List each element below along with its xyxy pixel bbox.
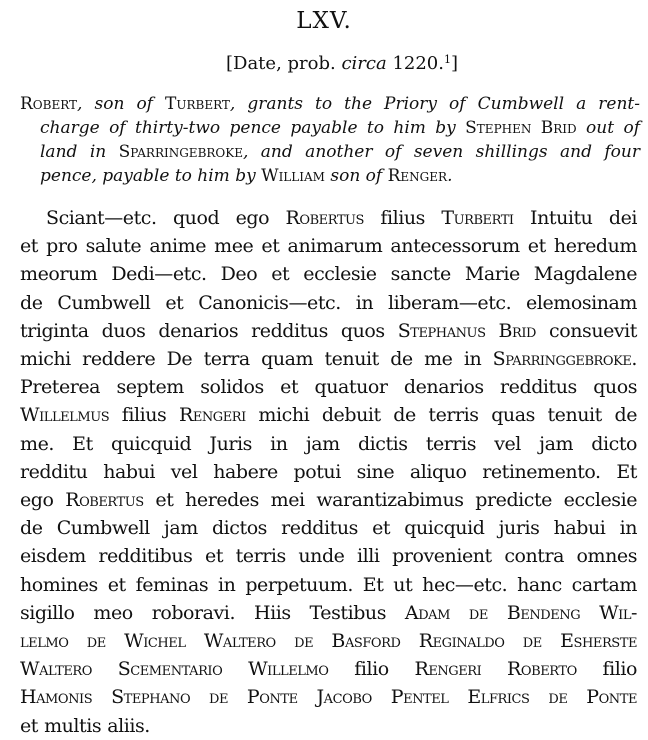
text-segment: filio	[576, 658, 638, 681]
charter-text-line	[20, 514, 637, 542]
text-segment: filius	[109, 404, 179, 427]
text-segment: consuevit	[536, 319, 637, 342]
charter-text-line	[20, 655, 637, 683]
text-segment: eisdem redditibus et terris unde illi provenient contra omnes	[20, 545, 637, 568]
proper-name-text: Adam de Bendeng Wil-	[404, 601, 637, 624]
text-segment: michi reddere De terra quam tenuit de me in	[20, 348, 493, 371]
text-segment: ego	[20, 489, 66, 512]
text-segment: charge of thirty-two pence payable to him by	[40, 118, 466, 138]
charter-text-line	[20, 599, 637, 627]
proper-name-text: Robertus	[285, 207, 364, 229]
summary-line	[20, 164, 640, 188]
text-segment: et pro salute anime mee et animarum antecessorum et heredum	[20, 235, 637, 258]
text-segment: triginta duos denarios redditus quos	[20, 319, 398, 342]
charter-text-line	[20, 345, 637, 373]
proper-name-text: Hamonis Stephano de Ponte Jacobo Pentel Elfrics de Ponte	[20, 686, 637, 709]
charter-text-line	[20, 373, 637, 401]
charter-text-line	[20, 289, 637, 317]
date-prefix: [Date, prob.	[226, 53, 342, 74]
text-segment: Sciant—etc. quod ego	[46, 207, 286, 229]
text-segment: Preterea septem solidos et quatuor denarios redditus quos	[20, 376, 637, 399]
charter-text-line	[20, 627, 637, 655]
charter-text-line	[20, 683, 637, 711]
text-segment: filius	[364, 207, 442, 229]
charter-text-line	[20, 542, 637, 570]
proper-name-text: Robert	[20, 94, 78, 114]
date-suffix: ]	[450, 53, 459, 74]
text-segment: .	[447, 166, 453, 186]
text-segment: , grants to the Priory of Cumbwell a rent-	[229, 94, 640, 114]
footnote-mark: 1	[443, 53, 451, 66]
date-circa: circa	[341, 53, 387, 74]
proper-name-text: Rengeri	[178, 404, 246, 427]
text-segment: michi debuit de terris quas tenuit de	[245, 404, 637, 427]
proper-name-text: Waltero Scementario Willelmo	[20, 658, 329, 681]
charter-text-line	[20, 317, 637, 345]
proper-name-text: Robertus	[65, 489, 144, 512]
proper-name-text: Turbert	[165, 94, 230, 114]
charter-text-paragraph	[20, 204, 637, 740]
summary-line	[20, 92, 640, 116]
charter-text-line	[20, 204, 637, 232]
text-segment: filio	[328, 658, 415, 681]
text-segment: et heredes mei warantizabimus predicte ecclesie	[143, 489, 637, 512]
text-segment: son of	[324, 166, 388, 186]
date-year: 1220.	[386, 53, 444, 74]
charter-number-heading: LXV.	[296, 8, 352, 34]
text-segment: .	[631, 348, 637, 371]
charter-text-line	[20, 401, 637, 429]
text-segment: , and another of seven shillings and four	[242, 142, 640, 162]
text-segment: , son of	[77, 94, 166, 114]
summary-paragraph	[20, 92, 640, 188]
text-segment: de Cumbwell jam dictos redditus et quicquid juris habui in	[20, 517, 637, 540]
proper-name-text: Turberti	[441, 207, 514, 229]
proper-name-text: Stephanus Brid	[397, 319, 537, 342]
text-segment: redditu habui vel habere potui sine aliquo retinemento. Et	[20, 460, 637, 483]
text-segment: sigillo meo roboravi. Hiis Testibus	[20, 601, 405, 624]
charter-text-line	[20, 458, 637, 486]
text-segment: et multis aliis.	[20, 714, 150, 737]
date-line	[226, 52, 458, 76]
proper-name-text: Sparringebroke	[118, 142, 243, 162]
summary-line	[20, 140, 640, 164]
proper-name-text: Rengeri Roberto	[414, 658, 577, 681]
charter-text-line	[20, 571, 637, 599]
charter-text-line	[20, 712, 637, 740]
text-segment: de Cumbwell et Canonicis—etc. in liberam—etc. elemosinam	[20, 291, 637, 314]
charter-text-line	[20, 486, 637, 514]
text-segment: Intuitu dei	[513, 207, 638, 229]
text-segment: land in	[40, 142, 119, 162]
proper-name-text: Stephen Brid	[465, 118, 577, 138]
text-segment: pence, payable to him by	[40, 166, 262, 186]
proper-name-text: Willelmus	[20, 404, 110, 427]
proper-name-text: Renger	[387, 166, 448, 186]
summary-line	[20, 116, 640, 140]
proper-name-text: Sparringgebroke	[492, 348, 632, 371]
text-segment: out of	[576, 118, 640, 138]
charter-text-line	[20, 260, 637, 288]
charter-text-line	[20, 232, 637, 260]
proper-name-text: William	[261, 166, 325, 186]
proper-name-text: lelmo de Wichel Waltero de Basford Reginaldo de Esherste	[20, 630, 637, 653]
charter-text-line	[20, 430, 637, 458]
text-segment: meorum Dedi—etc. Deo et ecclesie sancte Marie Magdalene	[20, 263, 637, 286]
text-segment: me. Et quicquid Juris in jam dictis terris vel jam dicto	[20, 432, 637, 455]
text-segment: homines et feminas in perpetuum. Et ut hec—etc. hanc cartam	[20, 573, 637, 596]
